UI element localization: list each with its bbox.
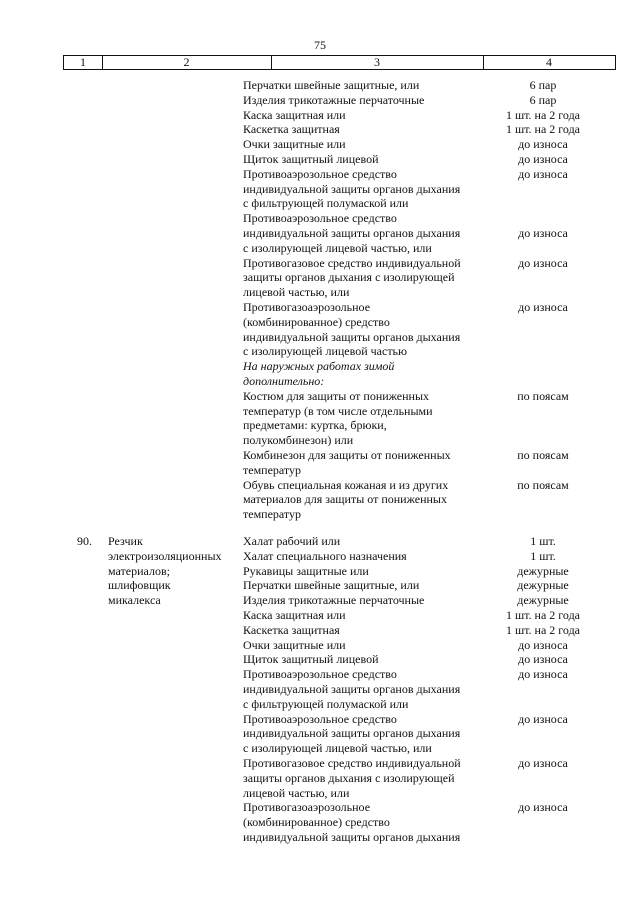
- protective-item-text: с фильтрующей полумаской или: [243, 696, 409, 711]
- issue-norm: до износа: [518, 137, 568, 152]
- protective-item-text: Халат специального назначения: [243, 548, 407, 563]
- protective-item-text: Противоаэрозольное средство: [243, 667, 397, 682]
- entry-number: 90.: [77, 534, 92, 548]
- protective-item-text: Костюм для защиты от пониженных: [243, 388, 430, 403]
- issue-norm: до износа: [518, 637, 568, 652]
- protective-item-text: Противогазовое средство индивидуальной: [243, 756, 461, 770]
- protective-item-text: дополнительно:: [243, 374, 325, 388]
- protective-item-text: Очки защитные или: [243, 637, 346, 652]
- protective-item-text: предметами: куртка, брюки,: [243, 418, 387, 433]
- protective-item-text: Каскетка защитная: [243, 122, 340, 137]
- header-col-2: 2: [183, 55, 190, 69]
- protective-item-text: Халат рабочий или: [243, 534, 341, 548]
- issue-norm: до износа: [518, 711, 568, 726]
- issue-norm: по поясам: [517, 477, 569, 492]
- protective-item-text: Каска защитная или: [243, 107, 346, 122]
- protective-item-text: Изделия трикотажные перчаточные: [243, 92, 425, 107]
- protective-item-text: Каскетка защитная: [243, 622, 340, 637]
- issue-norm: 1 шт. на 2 года: [505, 107, 581, 122]
- protective-item-text: Перчатки швейные защитные, или: [243, 578, 420, 593]
- protective-item-text: с изолирующей лицевой частью: [243, 344, 407, 359]
- issue-norm: дежурные: [517, 578, 569, 593]
- protective-item-text: материалов для защиты от пониженных: [243, 492, 447, 507]
- protective-item-text: Очки защитные или: [243, 137, 346, 152]
- issue-norm: 1 шт.: [530, 534, 556, 548]
- protective-item-text: температур (в том числе отдельными: [243, 403, 433, 418]
- issue-norm: до износа: [518, 667, 568, 682]
- protective-item-text: индивидуальной защиты органов дыхания: [243, 329, 461, 344]
- protective-item-text: Каска защитная или: [243, 608, 346, 622]
- protective-item-text: с фильтрующей полумаской или: [243, 196, 409, 211]
- protective-item-text: полукомбинезон) или: [243, 433, 354, 448]
- page-number: 75: [314, 38, 326, 52]
- issue-norm: 6 пар: [529, 92, 557, 107]
- issue-norm: до износа: [518, 300, 568, 314]
- protective-item-text: Противоаэрозольное средство: [243, 711, 397, 726]
- issue-norm: до износа: [518, 226, 568, 240]
- protective-item-text: индивидуальной защиты органов дыхания: [243, 682, 461, 696]
- protective-item-text: защиты органов дыхания с изолирующей: [243, 270, 455, 285]
- occupation-line: Резчик: [108, 534, 143, 548]
- protective-item-text: Противоаэрозольное средство: [243, 166, 397, 181]
- issue-norm: 1 шт. на 2 года: [505, 122, 581, 137]
- protective-item-text: индивидуальной защиты органов дыхания: [243, 726, 461, 741]
- protective-item-text: защиты органов дыхания с изолирующей: [243, 770, 455, 785]
- protective-item-text: Перчатки швейные защитные, или: [243, 78, 420, 92]
- protective-item-text: индивидуальной защиты органов дыхания: [243, 830, 461, 844]
- protective-item-text: Противогазоаэрозольное: [243, 800, 371, 815]
- issue-norm: дежурные: [517, 593, 569, 608]
- table-header: [63, 55, 616, 70]
- protective-item-text: Изделия трикотажные перчаточные: [243, 593, 425, 608]
- protective-item-text: (комбинированное) средство: [243, 815, 390, 830]
- protective-item-text: На наружных работах зимой: [243, 359, 395, 374]
- issue-norm: до износа: [518, 166, 568, 181]
- protective-item-text: Щиток защитный лицевой: [243, 652, 379, 667]
- protective-item-text: Противоаэрозольное средство: [243, 211, 397, 226]
- issue-norm: по поясам: [517, 388, 569, 403]
- header-col-3: 3: [374, 55, 380, 69]
- issue-norm: до износа: [518, 152, 568, 166]
- protective-item-text: Рукавицы защитные или: [243, 563, 369, 578]
- issue-norm: 1 шт. на 2 года: [505, 622, 581, 637]
- issue-norm: по поясам: [517, 448, 569, 462]
- protective-item-text: Противогазовое средство индивидуальной: [243, 255, 461, 270]
- issue-norm: до износа: [518, 800, 568, 815]
- issue-norm: 1 шт.: [530, 548, 556, 563]
- protective-item-text: температур: [243, 462, 302, 477]
- protective-item-text: Комбинезон для защиты от пониженных: [243, 448, 451, 462]
- protective-item-text: (комбинированное) средство: [243, 314, 390, 329]
- protective-item-text: Щиток защитный лицевой: [243, 152, 379, 166]
- protective-item-text: с изолирующей лицевой частью, или: [243, 741, 432, 756]
- header-col-1: 1: [80, 55, 86, 69]
- protective-item-text: температур: [243, 507, 302, 522]
- issue-norm: до износа: [518, 756, 568, 770]
- header-col-4: 4: [546, 55, 552, 69]
- issue-norm: дежурные: [517, 563, 569, 578]
- occupation-line: материалов;: [108, 563, 170, 578]
- occupation-line: шлифовщик: [108, 578, 171, 593]
- protective-item-text: с изолирующей лицевой частью, или: [243, 240, 432, 255]
- protective-item-text: лицевой частью, или: [243, 285, 350, 300]
- issue-norm: до износа: [518, 255, 568, 270]
- issue-norm: до износа: [518, 652, 568, 667]
- protective-item-text: лицевой частью, или: [243, 785, 350, 800]
- protective-item-text: индивидуальной защиты органов дыхания: [243, 226, 461, 240]
- occupation-line: электроизоляционных: [108, 548, 222, 563]
- issue-norm: 6 пар: [529, 78, 557, 92]
- protective-item-text: Обувь специальная кожаная и из других: [243, 477, 449, 492]
- occupation-line: микалекса: [108, 593, 161, 608]
- protective-item-text: индивидуальной защиты органов дыхания: [243, 181, 461, 196]
- issue-norm: 1 шт. на 2 года: [505, 608, 581, 622]
- protective-item-text: Противогазоаэрозольное: [243, 300, 371, 314]
